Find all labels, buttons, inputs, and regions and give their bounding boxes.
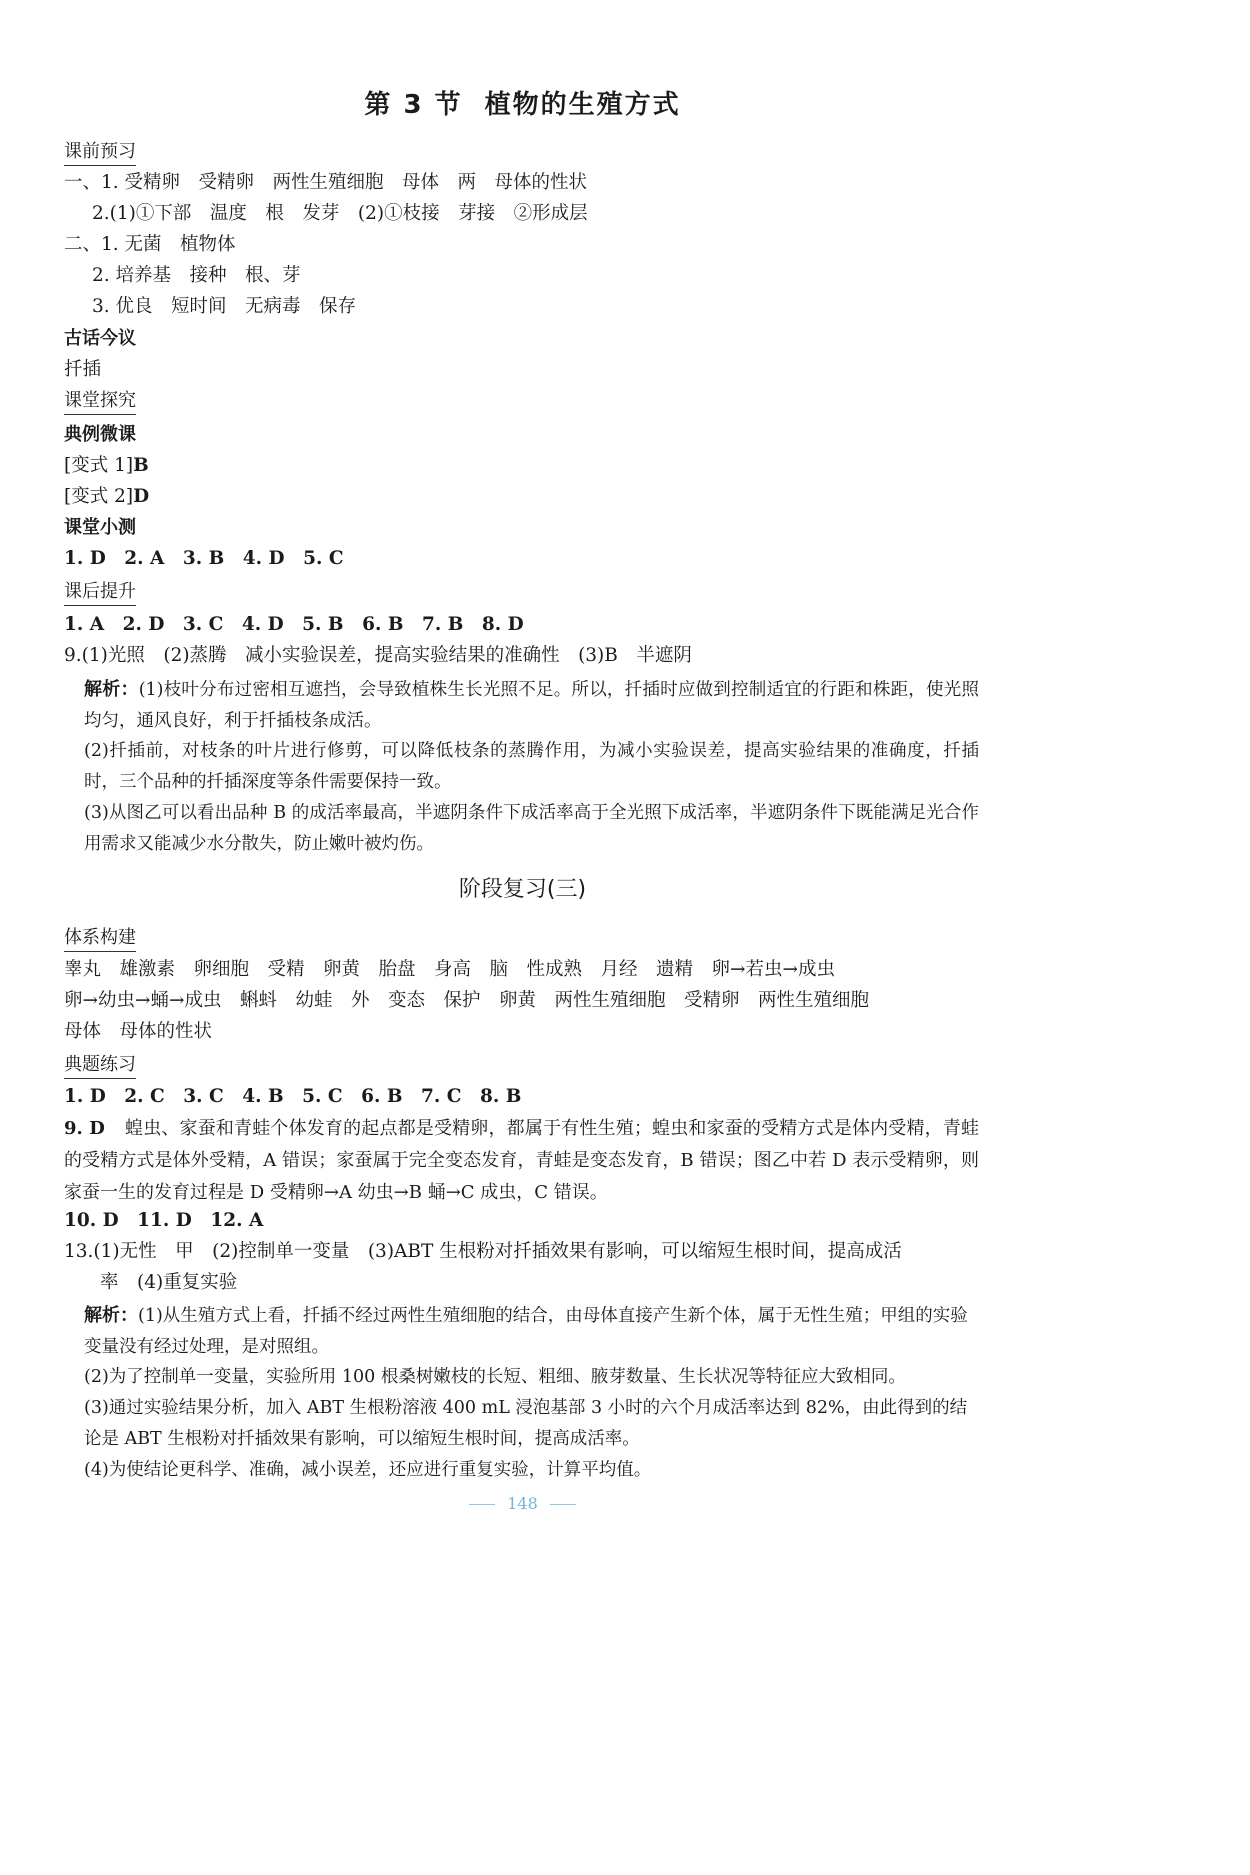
section-number: 第 3 节 (364, 90, 463, 120)
preview-line-5: 3. 优良 短时间 无病毒 保存 (92, 296, 357, 317)
analysis-q13-part1: 解析：(1)从生殖方式上看，扦插不经过两性生殖细胞的结合，由母体直接产生新个体，属于无性生殖；甲组的实验变量没有经过处理，是对照组。 (84, 1305, 968, 1357)
preview-line-2: 2.(1)①下部 温度 根 发芽 (2)①枝接 芽接 ②形成层 (92, 203, 588, 224)
q9-answer: 9. D (64, 1118, 105, 1139)
variant-2-answer: D (133, 486, 150, 507)
analysis-q9-part3: (3)从图乙可以看出品种 B 的成活率最高，半遮阴条件下成活率高于全光照下成活率，半遮阴条件下既能满足光合作用需求又能减少水分散失，防止嫩叶被灼伤。 (84, 803, 979, 854)
preview-line-3: 二、1. 无菌 植物体 (64, 234, 236, 255)
variant-1 (64, 453, 149, 479)
ancient-answer: 扦插 (64, 359, 102, 380)
preview-line-1: 一、1. 受精卵 受精卵 两性生殖细胞 母体 两 母体的性状 (64, 172, 588, 193)
question-9-answer: 9.(1)光照 (2)蒸腾 减小实验误差，提高实验结果的准确性 (3)B 半遮阴 (64, 645, 692, 666)
analysis-q13-part2: (2)为了控制单一变量，实验所用 100 根桑树嫩枝的长短、粗细、腋芽数量、生长状况等特征应大致相同。 (84, 1367, 906, 1387)
analysis-label: 解析： (84, 679, 139, 700)
system-line-1: 睾丸 雄激素 卵细胞 受精 卵黄 胎盘 身高 脑 性成熟 月经 遗精 卵→若虫→成虫 (64, 959, 836, 980)
analysis-label-q13: 解析： (84, 1305, 138, 1326)
analysis-q13-part4: (4)为使结论更科学、准确，减小误差，还应进行重复实验，计算平均值。 (84, 1460, 652, 1480)
system-line-2: 卵→幼虫→蛹→成虫 蝌蚪 幼蛙 外 变态 保护 卵黄 两性生殖细胞 受精卵 两性生殖细胞 (64, 990, 870, 1011)
sub-header-quiz: 课堂小测 (64, 517, 136, 538)
variant-1-answer: B (133, 455, 149, 476)
analysis-q13-part3: (3)通过实验结果分析，加入 ABT 生根粉溶液 400 mL 浸泡基部 3 小时的六个月成活率达到 82%，由此得到的结论是 ABT 生根粉对扦插效果有影响，可以缩短生根时间，提高成活率。 (84, 1398, 968, 1449)
preview-line-4: 2. 培养基 接种 根、芽 (92, 265, 301, 286)
q9-explanation: 蝗虫、家蚕和青蛙个体发育的起点都是受精卵，都属于有性生殖；蝗虫和家蚕的受精方式是体内受精，青蛙的受精方式是体外受精，A 错误；家蚕属于完全变态发育，青蛙是变态发育，B 错误；图乙中若 D 表示受精卵，则家蚕一生的发育过程是 D 受精卵→A 幼虫→B 蛹→C 成虫，C 错误。 (64, 1118, 979, 1203)
question-13-line-1: 13.(1)无性 甲 (2)控制单一变量 (3)ABT 生根粉对扦插效果有影响，可以缩短生根时间，提高成活 (64, 1241, 902, 1262)
system-line-3: 母体 母体的性状 (64, 1021, 213, 1042)
analysis-q9-part1: 解析：(1)枝叶分布过密相互遮挡，会导致植株生长光照不足。所以，扦插时应做到控制适宜的行距和株距，使光照均匀，通风良好，利于扦插枝条成活。 (84, 679, 979, 731)
section-name: 植物的生殖方式 (484, 90, 681, 120)
page-number: 148 (0, 1494, 1045, 1513)
variant-2-label: [变式 2] (64, 486, 134, 507)
header-after-class: 课后提升 (64, 580, 136, 606)
header-ancient: 古话今议 (64, 328, 136, 349)
variant-1-label: [变式 1] (64, 455, 134, 476)
question-13-line-2: 率 (4)重复实验 (100, 1272, 238, 1293)
practice-question-9 (64, 1113, 979, 1209)
analysis-q9-part2: (2)扦插前，对枝条的叶片进行修剪，可以降低枝条的蒸腾作用，为减小实验误差，提高实验结果的准确度，扦插时，三个品种的扦插深度等条件需要保持一致。 (84, 741, 979, 792)
header-classroom: 课堂探究 (64, 389, 136, 415)
review-title: 阶段复习(三) (458, 877, 587, 902)
section-title (0, 84, 1045, 121)
header-preview: 课前预习 (64, 140, 136, 166)
after-class-answers: 1. A 2. D 3. C 4. D 5. B 6. B 7. B 8. D (64, 614, 524, 635)
answers-10-12: 10. D 11. D 12. A (64, 1210, 264, 1231)
header-practice: 典题练习 (64, 1053, 136, 1079)
quiz-answers: 1. D 2. A 3. B 4. D 5. C (64, 548, 344, 569)
sub-header-examples: 典例微课 (64, 424, 136, 445)
header-system: 体系构建 (64, 926, 136, 952)
variant-2 (64, 484, 149, 510)
practice-answers: 1. D 2. C 3. C 4. B 5. C 6. B 7. C 8. B (64, 1086, 522, 1107)
